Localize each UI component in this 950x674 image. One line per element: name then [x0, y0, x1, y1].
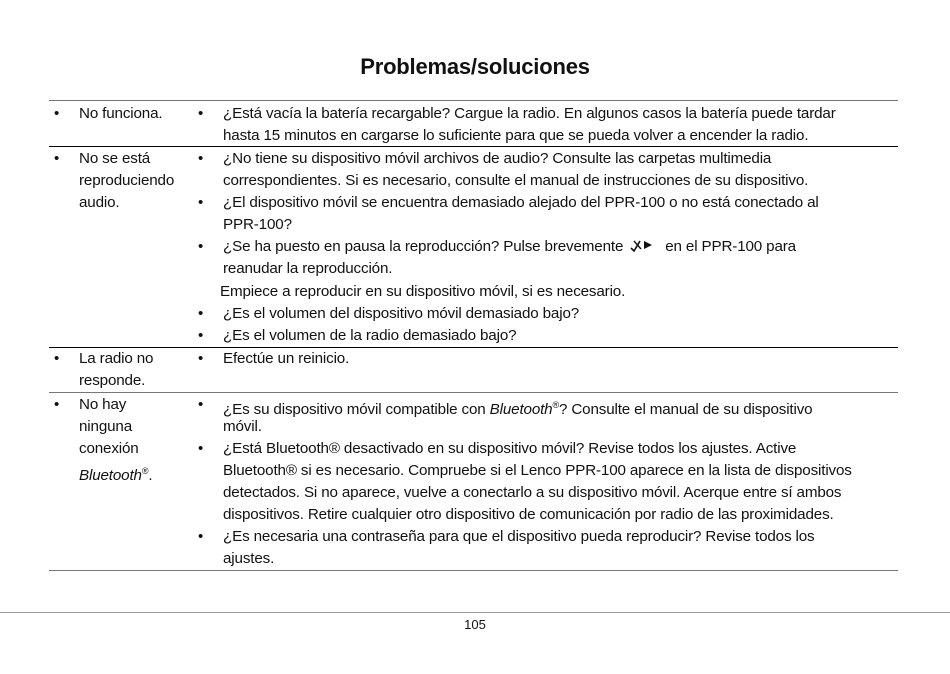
solution-text: Efectúe un reinicio.	[223, 350, 350, 367]
solution-text-part: ¿Se ha puesto en pausa la reproducción? Pulse brevemente	[223, 238, 624, 255]
bullet: •	[198, 327, 204, 344]
problem-text: audio.	[79, 194, 120, 211]
solution-text: correspondientes. Si es necesario, consulte el manual de instrucciones de su dispositivo.	[223, 172, 809, 189]
bullet: •	[54, 396, 60, 413]
problem-text: No funciona.	[79, 105, 163, 122]
problem-text: responde.	[79, 372, 146, 389]
bullet: •	[198, 528, 204, 545]
solution-text-part: en el PPR-100 para	[665, 238, 796, 255]
bullet: •	[198, 238, 204, 255]
solution-text: PPR-100?	[223, 216, 292, 233]
solution-text: Empiece a reproducir en su dispositivo móvil, si es necesario.	[220, 283, 626, 300]
solution-text: ¿Está vacía la batería recargable? Cargue la radio. En algunos casos la batería puede tardar	[223, 105, 836, 122]
bullet: •	[198, 105, 204, 122]
problem-text	[79, 460, 152, 487]
table-top-rule	[49, 100, 898, 101]
solution-text: reanudar la reproducción.	[223, 260, 393, 277]
bullet: •	[54, 105, 60, 122]
bullet: •	[198, 194, 204, 211]
page-number: 105	[464, 617, 486, 632]
bullet: •	[54, 350, 60, 367]
solution-text: ajustes.	[223, 550, 275, 567]
problem-text: La radio no	[79, 350, 154, 367]
solution-text: ¿Es necesaria una contraseña para que el dispositivo pueda reproducir? Revise todos los	[223, 528, 815, 545]
solution-text: ¿Es el volumen del dispositivo móvil demasiado bajo?	[223, 305, 580, 322]
bullet: •	[198, 440, 204, 457]
footer-rule	[0, 612, 950, 613]
solution-text: ¿Está Bluetooth® desactivado en su dispositivo móvil? Revise todos los ajustes. Active	[223, 440, 797, 457]
problem-text: ninguna	[79, 418, 133, 435]
solution-text-part: ? Consulte el manual de su dispositivo	[558, 401, 813, 418]
solution-text: detectados. Si no aparece, vuelve a conectarlo a su dispositivo móvil. Acerque entre sí ambos	[223, 484, 842, 501]
problem-text: No hay	[79, 396, 127, 413]
problem-text: No se está	[79, 150, 151, 167]
solution-text-part: ¿Es su dispositivo móvil compatible con	[223, 401, 486, 418]
period: .	[148, 467, 153, 484]
bullet: •	[54, 150, 60, 167]
solution-text	[223, 236, 796, 258]
solution-text: móvil.	[223, 418, 262, 435]
bullet: •	[198, 305, 204, 322]
solution-text: hasta 15 minutos en cargarse lo suficiente para que se pueda volver a encender la radio.	[223, 127, 809, 144]
bluetooth-text: Bluetooth	[79, 467, 142, 484]
solution-text: ¿El dispositivo móvil se encuentra demasiado alejado del PPR-100 o no está conectado al	[223, 194, 819, 211]
solution-text: dispositivos. Retire cualquier otro dispositivo de comunicación por radio de las proximidades.	[223, 506, 834, 523]
row-divider	[49, 347, 898, 348]
row-divider	[49, 392, 898, 393]
bluetooth-text: Bluetooth	[489, 401, 553, 418]
bullet: •	[198, 396, 204, 413]
table-bottom-rule	[49, 570, 898, 571]
bullet: •	[198, 350, 204, 367]
solution-text: ¿Es el volumen de la radio demasiado bajo?	[223, 327, 517, 344]
problem-text: reproduciendo	[79, 172, 175, 189]
registered-mark: ®	[552, 400, 559, 410]
solution-text	[223, 394, 812, 421]
play-pause-icon	[629, 237, 655, 253]
bullet: •	[198, 150, 204, 167]
problem-text: conexión	[79, 440, 139, 457]
page-title: Problemas/soluciones	[360, 54, 590, 79]
solution-text: ¿No tiene su dispositivo móvil archivos de audio? Consulte las carpetas multimedia	[223, 150, 772, 167]
row-divider	[49, 146, 898, 147]
solution-text: Bluetooth® si es necesario. Compruebe si el Lenco PPR-100 aparece en la lista de dispositivos	[223, 462, 852, 479]
registered-mark: ®	[141, 466, 149, 476]
